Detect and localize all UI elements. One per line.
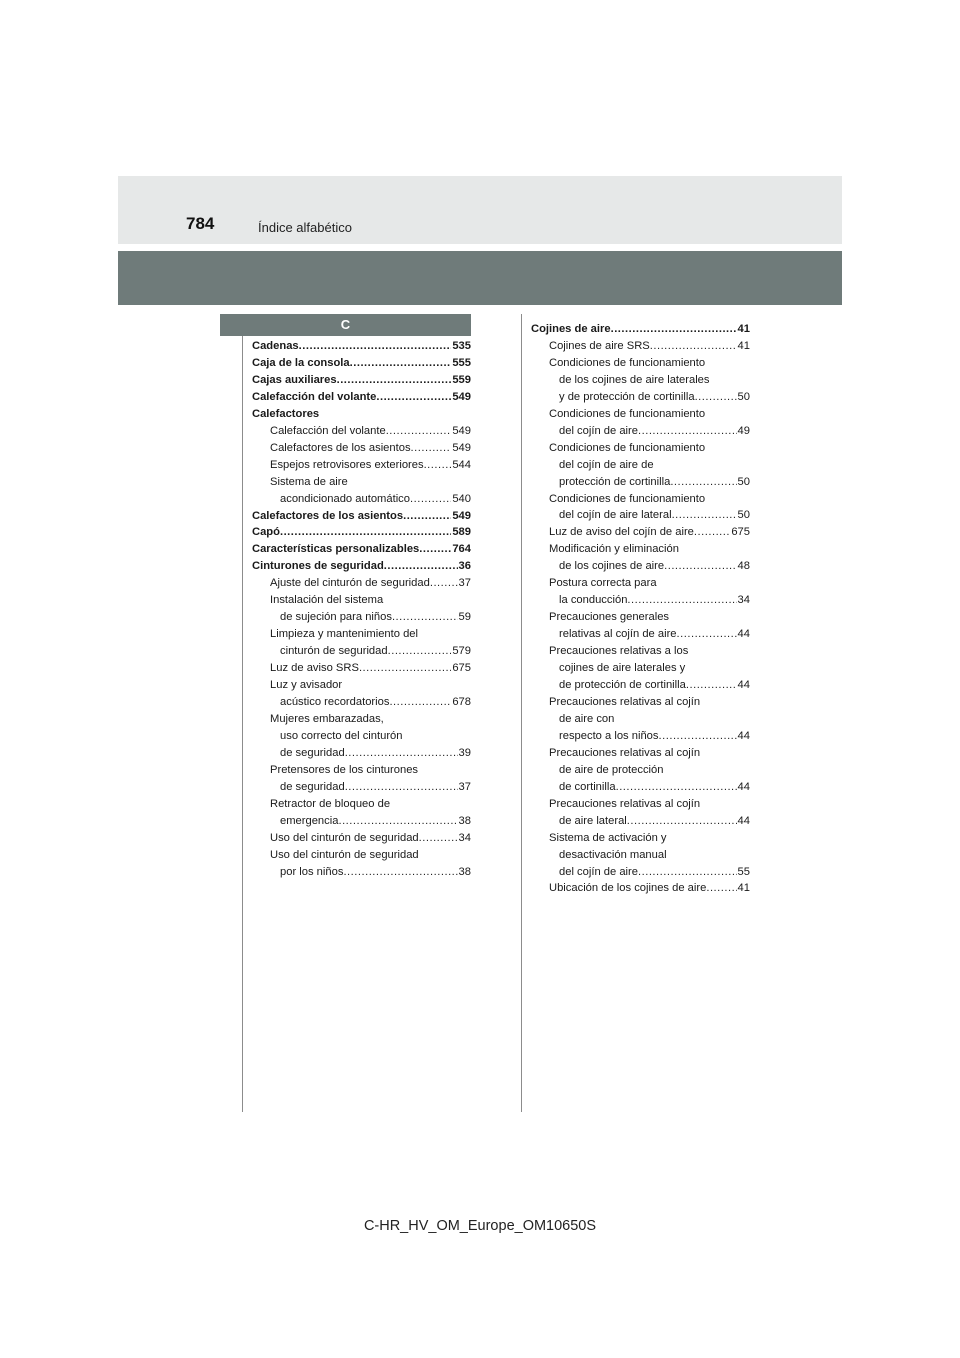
index-column-right [531, 321, 750, 897]
index-entry-text: de protección de cortinilla [559, 679, 686, 692]
index-entry-text: Precauciones relativas a los [549, 645, 689, 658]
index-entry-text: Luz de aviso SRS [270, 662, 359, 675]
index-entry-text: de aire lateral [559, 814, 627, 827]
index-entry [531, 813, 750, 830]
index-entry-text: de seguridad [280, 746, 345, 759]
index-entry-page: 540 [452, 492, 471, 505]
index-entry [531, 880, 750, 897]
dot-leader [706, 880, 736, 897]
dot-leader [345, 745, 458, 762]
dot-leader [384, 558, 458, 575]
index-entry [252, 677, 471, 694]
index-entry-text: por los niños [280, 865, 344, 878]
index-entry-page: 549 [452, 390, 471, 403]
index-entry-text: Precauciones relativas al cojín [549, 695, 701, 708]
index-entry-page: 44 [737, 628, 750, 641]
index-entry-text: desactivación manual [559, 848, 667, 861]
index-entry-text: Sistema de aire [270, 475, 348, 488]
index-entry-text: de aire con [559, 712, 615, 725]
dot-leader [338, 813, 457, 830]
index-entry-text: Calefacción del volante [252, 390, 377, 403]
dot-leader [430, 575, 458, 592]
index-entry-text: de los cojines de aire laterales [559, 373, 710, 386]
index-entry-text: del cojín de aire [559, 865, 638, 878]
index-entry-text: Precauciones generales [549, 611, 670, 624]
index-entry-page: 50 [737, 509, 750, 522]
index-entry [531, 643, 750, 660]
dot-leader [389, 694, 451, 711]
index-entry [531, 338, 750, 355]
index-entry-page: 764 [452, 543, 471, 556]
index-entry [252, 558, 471, 575]
index-entry-page: 41 [737, 339, 750, 352]
index-entry-page: 49 [737, 424, 750, 437]
index-entry-page: 50 [737, 390, 750, 403]
dot-leader [694, 524, 730, 541]
center-column-rule [521, 314, 522, 1112]
index-entry-page: 38 [458, 814, 471, 827]
dot-leader [664, 558, 736, 575]
dot-leader [627, 813, 737, 830]
index-entry-text: Calefacción del volante [270, 424, 386, 437]
dot-leader [670, 474, 736, 491]
dot-leader [411, 440, 452, 457]
index-entry [531, 423, 750, 440]
index-entry [252, 355, 471, 372]
dot-leader [686, 677, 737, 694]
dot-leader [627, 592, 736, 609]
index-entry [531, 592, 750, 609]
dot-leader [638, 423, 737, 440]
header-band [118, 251, 842, 305]
index-entry-page: 36 [458, 560, 471, 573]
index-entry [531, 321, 750, 338]
index-entry-page: 34 [458, 831, 471, 844]
index-entry-text: de cortinilla [559, 780, 616, 793]
index-entry [252, 779, 471, 796]
index-entry-page: 44 [737, 679, 750, 692]
index-entry-text: Retractor de bloqueo de [270, 797, 391, 810]
index-entry-text: Cadenas [252, 340, 299, 352]
index-entry-page: 555 [452, 356, 471, 369]
index-entry [531, 575, 750, 592]
index-entry-text: Capó [252, 526, 280, 539]
index-entry-page: 37 [458, 780, 471, 793]
index-entry [252, 847, 471, 864]
index-entry [531, 762, 750, 779]
index-entry [252, 592, 471, 609]
index-entry-text: relativas al cojín de aire [559, 628, 677, 641]
index-entry-text: cojines de aire laterales y [559, 662, 686, 675]
index-entry [531, 830, 750, 847]
index-entry-text: Características personalizables [252, 543, 420, 556]
index-entry [252, 491, 471, 508]
index-entry-text: Modificación y eliminación [549, 543, 679, 556]
index-entry [252, 474, 471, 491]
index-entry [252, 762, 471, 779]
index-entry-page: 675 [452, 662, 471, 675]
index-entry-text: del cojín de aire [559, 424, 638, 437]
index-entry-text: Condiciones de funcionamiento [549, 441, 706, 454]
index-entry [531, 677, 750, 694]
dot-leader [410, 491, 451, 508]
index-entry [252, 643, 471, 660]
index-entry-text: del cojín de aire de [559, 458, 654, 471]
index-entry-text: Cojines de aire SRS [549, 339, 650, 352]
index-entry-page: 549 [452, 509, 471, 522]
index-entry [531, 524, 750, 541]
section-title: Índice alfabético [258, 220, 352, 235]
index-entry [531, 406, 750, 423]
index-entry-page: 579 [452, 645, 471, 658]
index-entry-page: 559 [452, 373, 471, 386]
index-entry [252, 575, 471, 592]
dot-leader [299, 338, 452, 355]
index-entry-text: Luz y avisador [270, 679, 343, 692]
index-entry [531, 355, 750, 372]
index-entry [252, 728, 471, 745]
index-entry-page: 41 [737, 323, 750, 335]
left-column-rule [242, 336, 243, 1112]
dot-leader [419, 541, 451, 558]
index-entry-page: 38 [458, 865, 471, 878]
index-entry [252, 864, 471, 881]
index-entry-page: 675 [731, 526, 750, 539]
index-entry-page: 59 [458, 611, 471, 624]
dot-leader [345, 779, 458, 796]
index-entry-page: 55 [737, 865, 750, 878]
dot-leader [695, 389, 737, 406]
index-entry [531, 779, 750, 796]
index-entry-page: 44 [737, 814, 750, 827]
dot-leader [638, 864, 737, 881]
index-entry-text: Calefactores [252, 407, 320, 420]
index-entry [531, 457, 750, 474]
index-entry [531, 660, 750, 677]
dot-leader [424, 457, 452, 474]
index-entry [252, 541, 471, 558]
index-entry-page: 48 [737, 560, 750, 573]
index-entry [252, 524, 471, 541]
index-entry-text: de aire de protección [559, 763, 664, 776]
index-entry [531, 491, 750, 508]
index-entry [531, 474, 750, 491]
index-entry [252, 660, 471, 677]
dot-leader [388, 643, 452, 660]
index-entry [252, 508, 471, 525]
index-entry-text: y de protección de cortinilla [559, 390, 695, 403]
index-entry-text: del cojín de aire lateral [559, 509, 672, 522]
index-entry [531, 728, 750, 745]
index-entry-text: Cajas auxiliares [252, 373, 337, 386]
index-entry-text: Uso del cinturón de seguridad [270, 831, 419, 844]
dot-leader [419, 830, 458, 847]
index-entry [252, 423, 471, 440]
index-entry-page: 39 [458, 746, 471, 759]
dot-leader [386, 423, 452, 440]
dot-leader [659, 728, 737, 745]
index-entry [252, 609, 471, 626]
index-entry-text: emergencia [280, 814, 339, 827]
index-entry-text: la conducción [559, 594, 628, 607]
index-entry-page: 549 [452, 424, 471, 437]
index-entry [531, 609, 750, 626]
index-entry [531, 864, 750, 881]
index-entry-text: Cojines de aire [531, 323, 611, 335]
header-bar [118, 176, 842, 244]
index-entry-page: 535 [452, 340, 471, 352]
index-entry-text: Calefactores de los asientos [270, 441, 411, 454]
index-entry-page: 34 [737, 594, 750, 607]
index-entry [252, 796, 471, 813]
index-entry [531, 440, 750, 457]
index-entry-text: Caja de la consola [252, 356, 350, 369]
index-entry-text: Espejos retrovisores exteriores [270, 458, 424, 471]
index-entry-text: Precauciones relativas al cojín [549, 797, 701, 810]
index-entry-text: Postura correcta para [549, 577, 657, 590]
index-entry-page: 50 [737, 475, 750, 488]
index-entry [531, 626, 750, 643]
dot-leader [611, 321, 737, 338]
index-entry-text: respecto a los niños [559, 729, 659, 742]
index-entry [252, 406, 471, 423]
dot-leader [403, 508, 451, 525]
dot-leader [392, 609, 458, 626]
index-entry-text: Calefactores de los asientos [252, 509, 404, 522]
index-entry [531, 372, 750, 389]
index-entry [531, 847, 750, 864]
index-entry-text: Luz de aviso del cojín de aire [549, 526, 694, 539]
index-entry [531, 389, 750, 406]
index-column-left [252, 338, 471, 881]
dot-leader [672, 507, 737, 524]
page-number: 784 [186, 214, 215, 233]
dot-leader [650, 338, 737, 355]
index-entry [252, 372, 471, 389]
dot-leader [677, 626, 737, 643]
index-entry [252, 626, 471, 643]
index-entry [531, 507, 750, 524]
index-entry-page: 41 [737, 882, 750, 895]
index-entry-text: de seguridad [280, 780, 345, 793]
index-entry-page: 678 [452, 696, 471, 709]
dot-leader [280, 524, 451, 541]
dot-leader [616, 779, 737, 796]
index-entry-text: Ajuste del cinturón de seguridad [270, 577, 430, 590]
index-entry-text: de los cojines de aire [559, 560, 665, 573]
index-entry [252, 830, 471, 847]
index-entry-text: Precauciones relativas al cojín [549, 746, 701, 759]
index-entry [252, 457, 471, 474]
index-entry [531, 796, 750, 813]
dot-leader [343, 864, 457, 881]
index-entry-page: 44 [737, 780, 750, 793]
index-entry-text: Ubicación de los cojines de aire [549, 882, 707, 895]
index-entry [252, 338, 471, 355]
index-entry-text: Cinturones de seguridad [252, 560, 384, 573]
dot-leader [376, 389, 451, 406]
index-entry [252, 694, 471, 711]
index-entry [252, 745, 471, 762]
index-entry-page: 549 [452, 441, 471, 454]
index-entry-page: 44 [737, 729, 750, 742]
index-entry-text: de sujeción para niños [280, 611, 392, 624]
index-entry-page: 589 [452, 526, 471, 539]
index-entry-page: 37 [458, 577, 471, 590]
index-entry-text: Condiciones de funcionamiento [549, 492, 706, 505]
index-entry-text: Uso del cinturón de seguridad [270, 848, 419, 861]
index-entry [531, 745, 750, 762]
index-entry-text: protección de cortinilla [559, 475, 671, 488]
index-entry-text: Pretensores de los cinturones [270, 763, 419, 776]
index-entry-text: Condiciones de funcionamiento [549, 407, 706, 420]
index-entry [531, 558, 750, 575]
index-entry-text: acondicionado automático [280, 492, 410, 505]
index-entry-text: uso correcto del cinturón [280, 729, 403, 742]
dot-leader [350, 355, 452, 372]
index-entry-page: 544 [452, 458, 471, 471]
index-entry [252, 711, 471, 728]
index-entry-text: Limpieza y mantenimiento del [270, 628, 418, 641]
index-entry-text: Condiciones de funcionamiento [549, 356, 706, 369]
dot-leader [337, 372, 452, 389]
index-entry-text: acústico recordatorios [280, 696, 390, 709]
index-letter-tab: C [220, 314, 471, 336]
index-entry-text: Sistema de activación y [549, 831, 667, 844]
index-entry [252, 813, 471, 830]
index-entry-text: Mujeres embarazadas, [270, 712, 384, 725]
index-entry [531, 541, 750, 558]
index-entry [531, 711, 750, 728]
index-entry-text: Instalación del sistema [270, 594, 384, 607]
index-entry [252, 389, 471, 406]
index-entry [252, 440, 471, 457]
index-entry-text: cinturón de seguridad [280, 645, 388, 658]
index-entry [531, 694, 750, 711]
document-id: C-HR_HV_OM_Europe_OM10650S [363, 1218, 597, 1234]
dot-leader [359, 660, 451, 677]
